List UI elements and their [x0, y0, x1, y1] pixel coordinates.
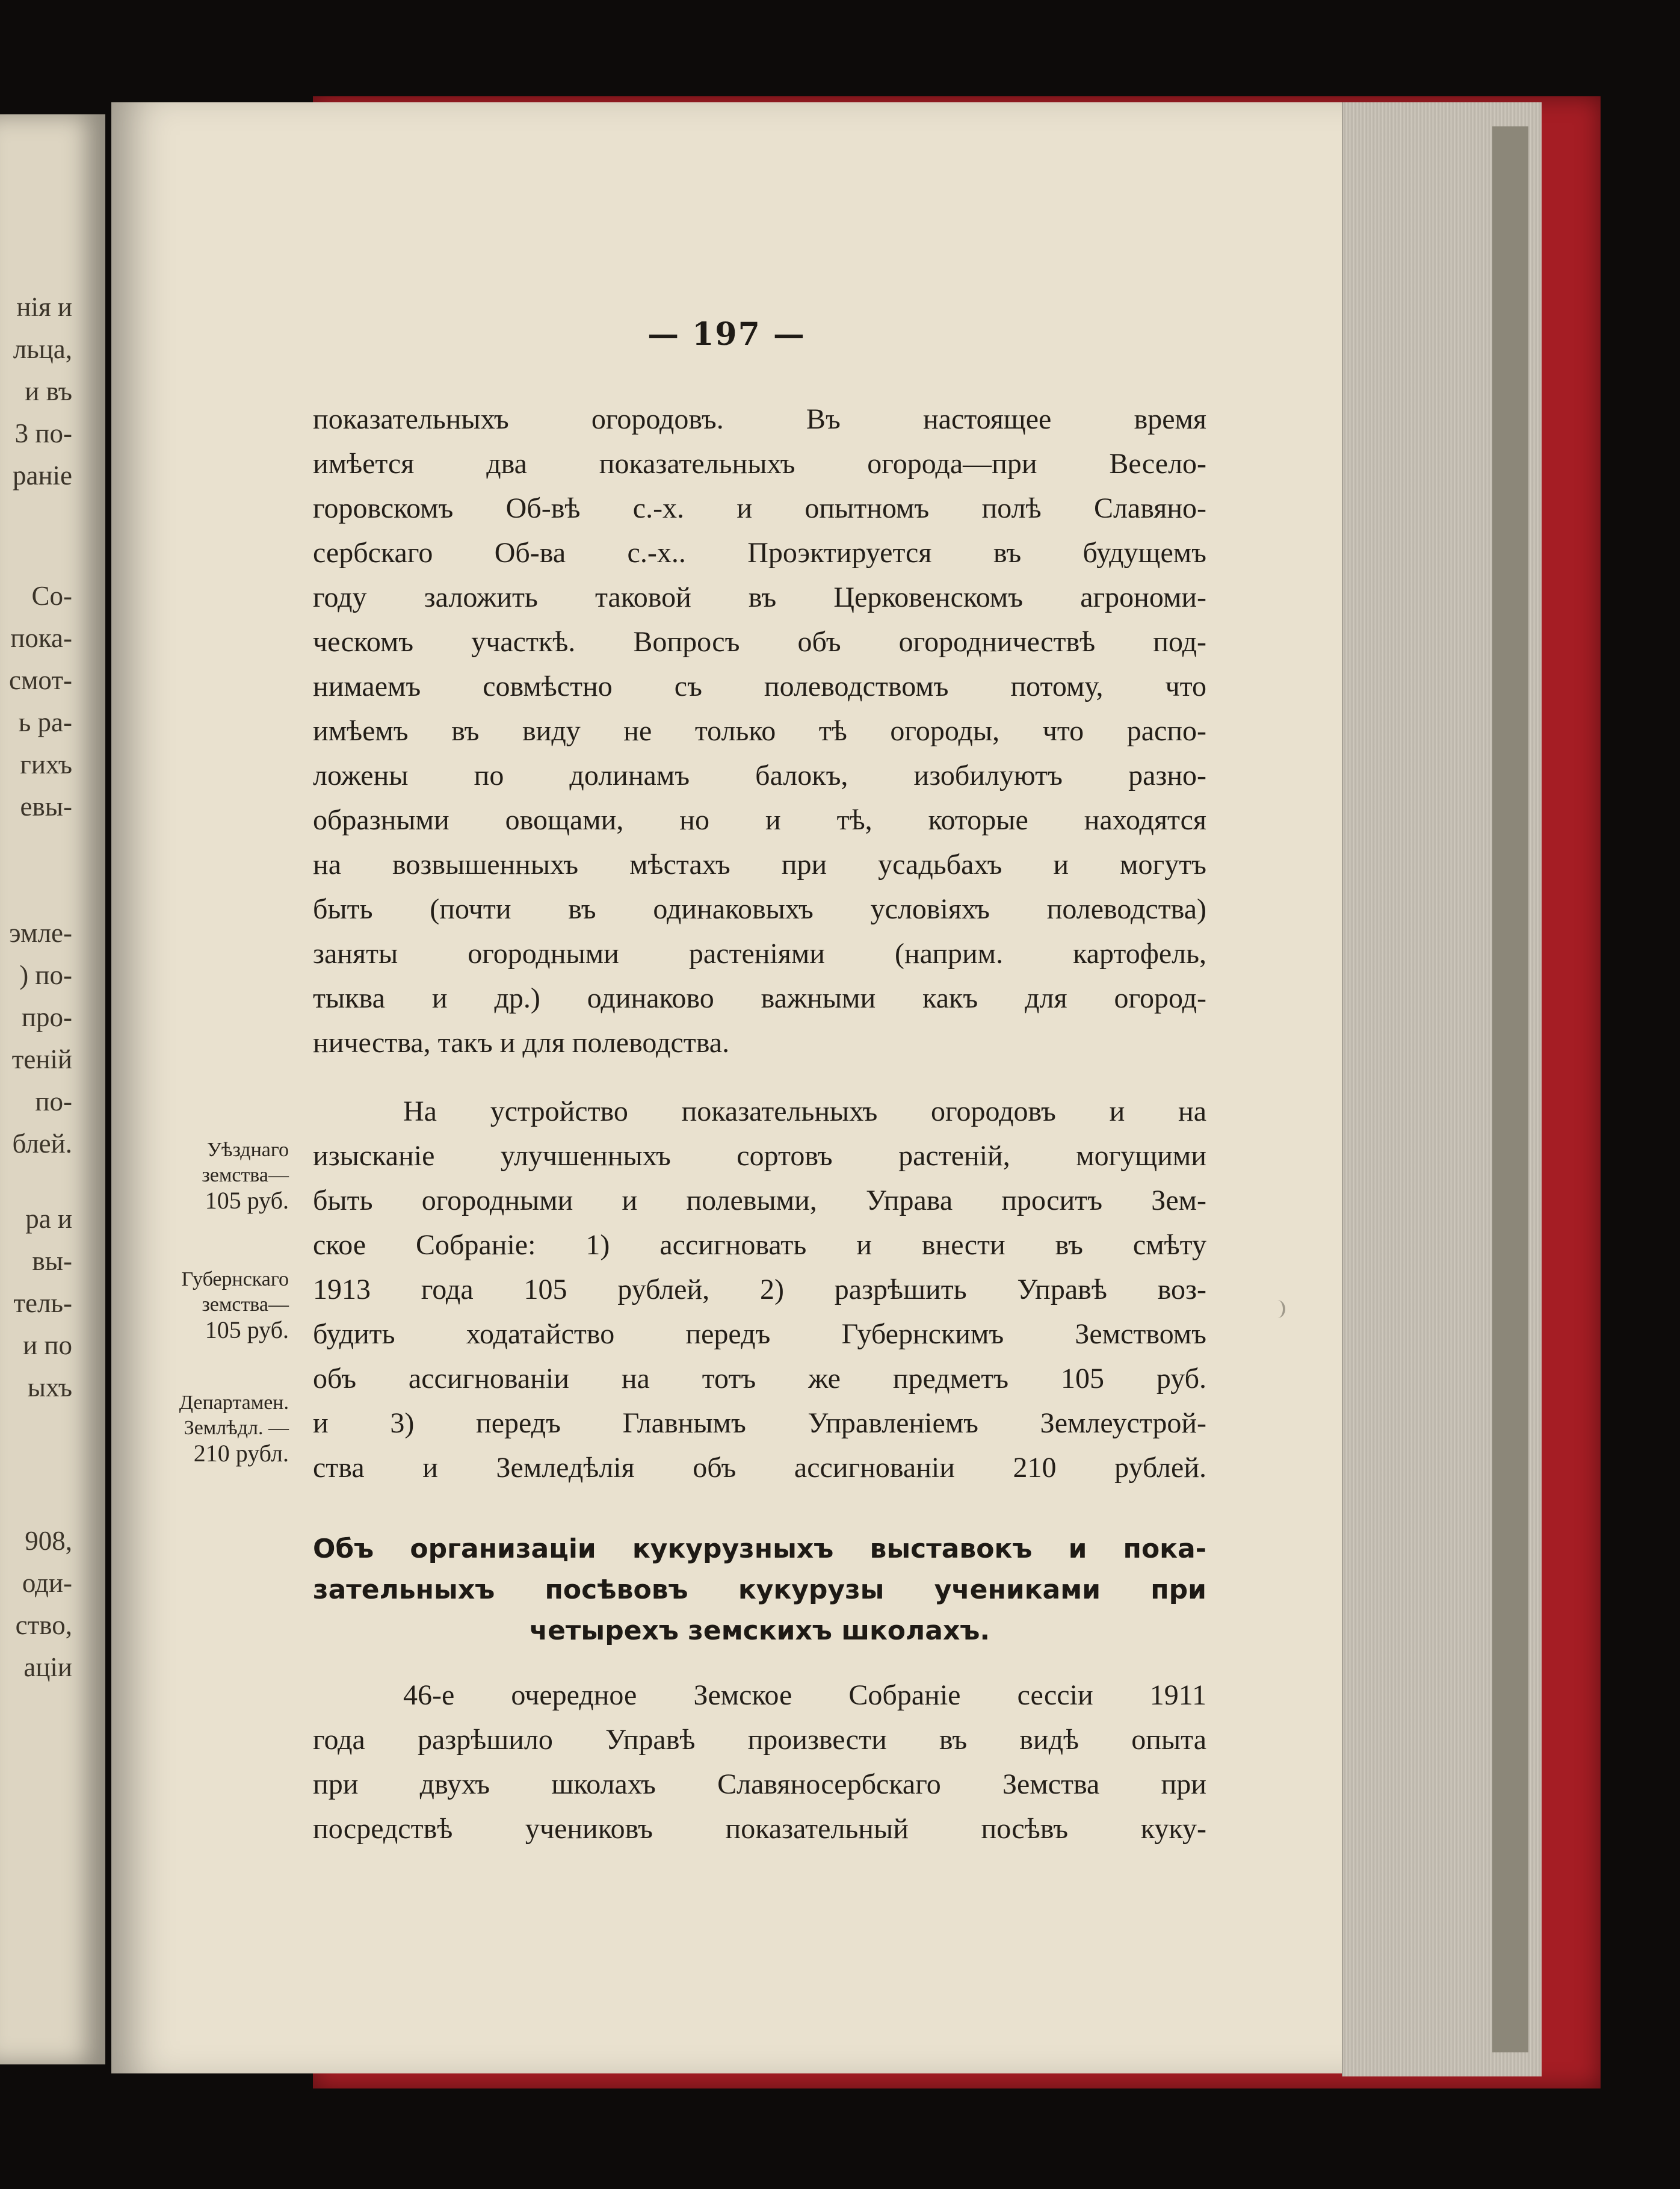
text-line: ложены по долинамъ балокъ, изобилуютъ разно- [313, 760, 1206, 791]
left-page-text-fragment: раніе [12, 460, 72, 491]
section-heading [313, 1529, 1206, 1652]
paper-mark [1270, 1300, 1285, 1318]
left-facing-page [0, 114, 105, 2064]
paragraph-3 [313, 1673, 1206, 1851]
left-page-text-fragment: нія и [16, 292, 72, 322]
paragraph-1 [313, 397, 1206, 1065]
left-page-text-fragment: ) по- [19, 960, 72, 990]
left-page-text-fragment: и по [23, 1330, 72, 1360]
text-line: быть огородными и полевыми, Управа проситъ Зем- [313, 1184, 1206, 1216]
margin-note-line: Губернскаго [181, 1268, 289, 1290]
left-page-text-fragment: теній [11, 1044, 72, 1074]
margin-note-uezd [159, 1138, 289, 1213]
margin-note-amount: 105 руб. [205, 1316, 289, 1343]
text-line: нимаемъ совмѣстно съ полеводствомъ потому, что [313, 670, 1206, 702]
text-line: тыква и др.) одинаково важными какъ для огород- [313, 982, 1206, 1014]
text-line: сербскаго Об-ва с.-х.. Проэктируется въ будущемъ [313, 537, 1206, 569]
text-line: при двухъ школахъ Славяносербскаго Земства при [313, 1768, 1206, 1800]
left-page-text-fragment: и въ [25, 376, 72, 406]
text-line: 1913 года 105 рублей, 2) разрѣшить Управѣ воз- [313, 1274, 1206, 1305]
left-page-text-fragment: аціи [23, 1652, 72, 1682]
left-page-text-fragment: блей. [12, 1129, 72, 1159]
page-edge-shadow [1492, 126, 1528, 2052]
text-line: показательныхъ огородовъ. Въ настоящее время [313, 403, 1206, 435]
text-line: быть (почти въ одинаковыхъ условіяхъ полеводства) [313, 893, 1206, 925]
margin-note-line: Уѣзднаго [206, 1139, 289, 1161]
left-page-text-fragment: пока- [10, 623, 72, 653]
margin-note-line: земства— [202, 1293, 289, 1316]
paragraph-2 [313, 1089, 1206, 1490]
text-line: образными овощами, но и тѣ, которые находятся [313, 804, 1206, 836]
text-line: года разрѣшило Управѣ произвести въ видѣ опыта [313, 1724, 1206, 1756]
left-page-text-fragment: про- [21, 1002, 72, 1032]
text-line: будить ходатайство передъ Губернскимъ Земствомъ [313, 1318, 1206, 1350]
left-page-text-fragment: евы- [20, 791, 72, 822]
text-line: На устройство показательныхъ огородовъ и на [403, 1095, 1206, 1127]
heading-line: четырехъ земскихъ школахъ. [529, 1615, 990, 1646]
left-page-text-fragment: 3 по- [14, 418, 72, 448]
margin-note-amount: 105 руб. [205, 1187, 289, 1214]
text-line: и 3) передъ Главнымъ Управленіемъ Землеустрой- [313, 1407, 1206, 1439]
text-line: горовскомъ Об-вѣ с.-х. и опытномъ полѣ Славяно- [313, 492, 1206, 524]
left-page-text-fragment: 908, [25, 1526, 72, 1556]
heading-line: зательныхъ посѣвовъ кукурузы учениками при [313, 1574, 1206, 1605]
page-number: — 197 — [647, 316, 806, 353]
text-line: изысканіе улучшенныхъ сортовъ растеній, могущими [313, 1140, 1206, 1172]
text-line: ства и Земледѣлія объ ассигнованіи 210 рублей. [313, 1452, 1206, 1484]
text-line: объ ассигнованіи на тотъ же предметъ 105 руб. [313, 1363, 1206, 1395]
main-page [111, 102, 1342, 2073]
text-line: году заложить таковой въ Церковенскомъ агрономи- [313, 581, 1206, 613]
margin-note-amount: 210 рубл. [193, 1440, 289, 1467]
margin-note-line: Департамен. [179, 1392, 289, 1414]
text-line: посредствѣ учениковъ показательный посѣвъ куку- [313, 1813, 1206, 1845]
text-line: заняты огородными растеніями (наприм. картофель, [313, 938, 1206, 970]
text-line: ничества, такъ и для полеводства. [313, 1027, 730, 1059]
left-page-text-fragment: эмле- [9, 918, 72, 948]
text-line: имѣемъ въ виду не только тѣ огороды, что распо- [313, 715, 1206, 747]
left-page-text-fragment: вы- [32, 1246, 72, 1276]
margin-note-guberniya [159, 1267, 289, 1343]
left-page-text-fragment: ство, [15, 1610, 72, 1640]
margin-note-line: Землѣдл. — [184, 1417, 289, 1439]
left-page-text-fragment: ыхъ [27, 1372, 72, 1402]
left-page-text-fragment: тель- [13, 1288, 72, 1318]
heading-line: Объ организаціи кукурузныхъ выставокъ и пока- [313, 1534, 1206, 1564]
left-page-text-fragment: оди- [22, 1568, 72, 1598]
left-page-text-fragment: смот- [8, 665, 72, 695]
text-line: на возвышенныхъ мѣстахъ при усадьбахъ и могутъ [313, 849, 1206, 881]
left-page-text-fragment: Со- [31, 581, 72, 611]
text-line: ческомъ участкѣ. Вопросъ объ огородничествѣ под- [313, 626, 1206, 658]
margin-note-department [159, 1390, 289, 1466]
left-page-text-fragment: гихъ [20, 749, 72, 779]
text-line: имѣется два показательныхъ огорода—при Весело- [313, 448, 1206, 480]
left-page-text-fragment: ра и [25, 1204, 72, 1234]
text-line: 46-е очередное Земское Собраніе сессіи 1911 [403, 1679, 1206, 1711]
left-page-text-fragment: ь ра- [18, 707, 72, 737]
left-page-text-fragment: льца, [13, 334, 72, 364]
left-page-text-fragment: по- [35, 1086, 72, 1116]
text-line: ское Собраніе: 1) ассигновать и внести въ смѣту [313, 1229, 1206, 1261]
margin-note-line: земства— [202, 1164, 289, 1186]
